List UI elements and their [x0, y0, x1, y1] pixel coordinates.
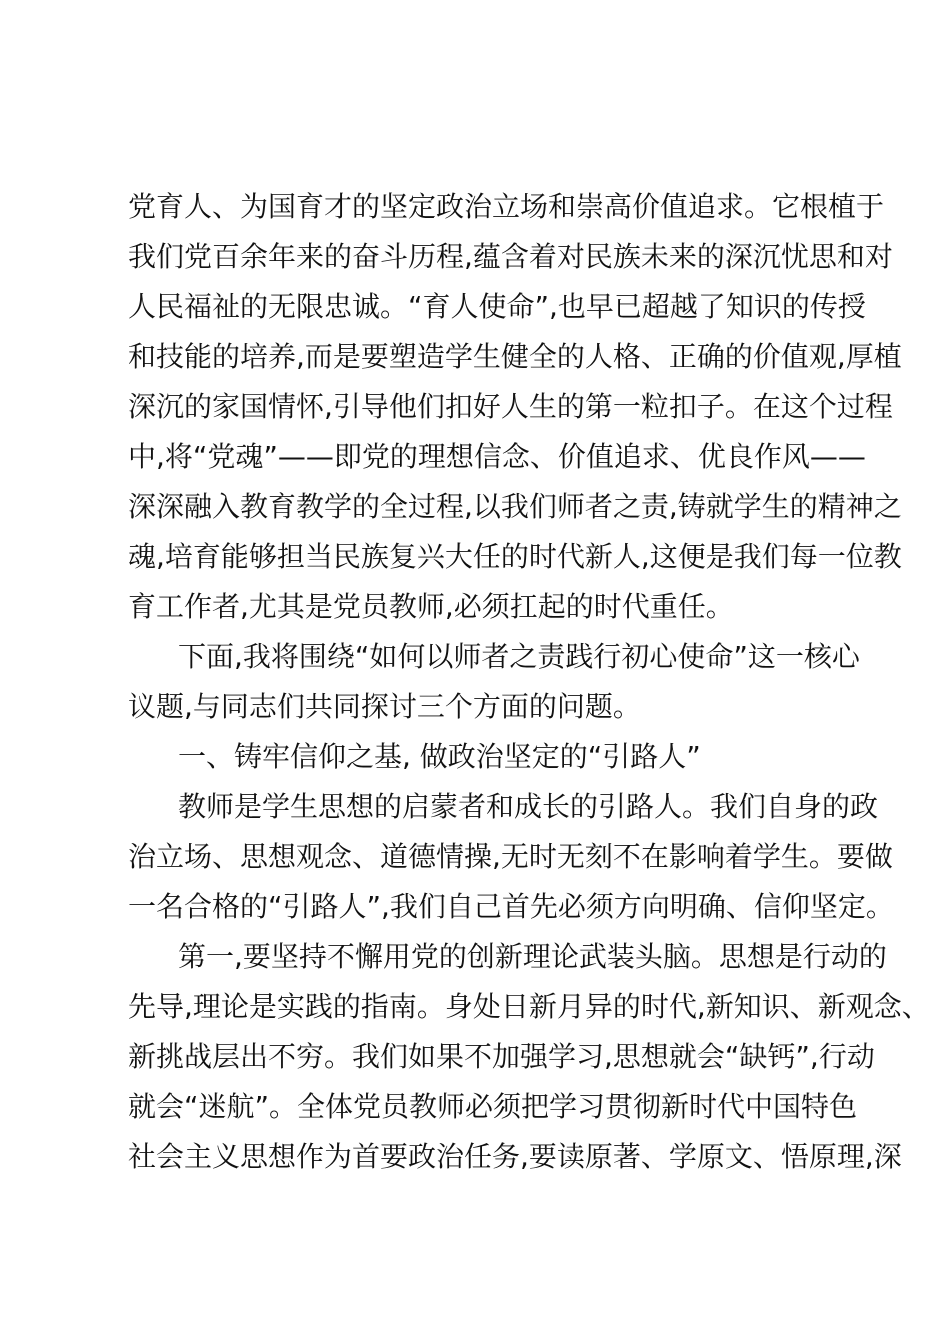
body-text-line: 下面,我将围绕“如何以师者之责践行初心使命”这一核心	[178, 640, 860, 673]
body-text-line: 党育人、为国育才的坚定政治立场和崇高价值追求。它根植于	[128, 190, 885, 223]
body-text-line: 育工作者,尤其是党员教师,必须扛起的时代重任。	[128, 590, 734, 623]
body-text-line: 治立场、思想观念、道德情操,无时无刻不在影响着学生。要做	[128, 840, 893, 873]
body-text-line: 魂,培育能够担当民族复兴大任的时代新人,这便是我们每一位教	[128, 540, 902, 573]
body-text-line: 社会主义思想作为首要政治任务,要读原著、学原文、悟原理,深	[128, 1140, 902, 1173]
section-heading: 一、铸牢信仰之基, 做政治坚定的“引路人”	[178, 740, 701, 773]
body-text-line: 新挑战层出不穷。我们如果不加强学习,思想就会“缺钙”,行动	[128, 1040, 875, 1073]
body-text-line: 先导,理论是实践的指南。身处日新月异的时代,新知识、新观念、	[128, 990, 930, 1023]
body-text-line: 我们党百余年来的奋斗历程,蕴含着对民族未来的深沉忧思和对	[128, 240, 893, 273]
body-text-line: 深深融入教育教学的全过程,以我们师者之责,铸就学生的精神之	[128, 490, 902, 523]
body-text-line: 一名合格的“引路人”,我们自己首先必须方向明确、信仰坚定。	[128, 890, 894, 923]
body-text-line: 就会“迷航”。全体党员教师必须把学习贯彻新时代中国特色	[128, 1090, 858, 1123]
body-text-line: 人民福祉的无限忠诚。“育人使命”,也早已超越了知识的传授	[128, 290, 866, 323]
body-text-line: 和技能的培养,而是要塑造学生健全的人格、正确的价值观,厚植	[128, 340, 902, 373]
body-text-line: 第一,要坚持不懈用党的创新理论武装头脑。思想是行动的	[178, 940, 887, 973]
body-text-line: 中,将“党魂”——即党的理想信念、价值追求、优良作风——	[128, 440, 866, 473]
body-text-line: 教师是学生思想的启蒙者和成长的引路人。我们自身的政	[178, 790, 879, 823]
body-text-line: 深沉的家国情怀,引导他们扣好人生的第一粒扣子。在这个过程	[128, 390, 893, 423]
body-text-line: 议题,与同志们共同探讨三个方面的问题。	[128, 690, 641, 723]
